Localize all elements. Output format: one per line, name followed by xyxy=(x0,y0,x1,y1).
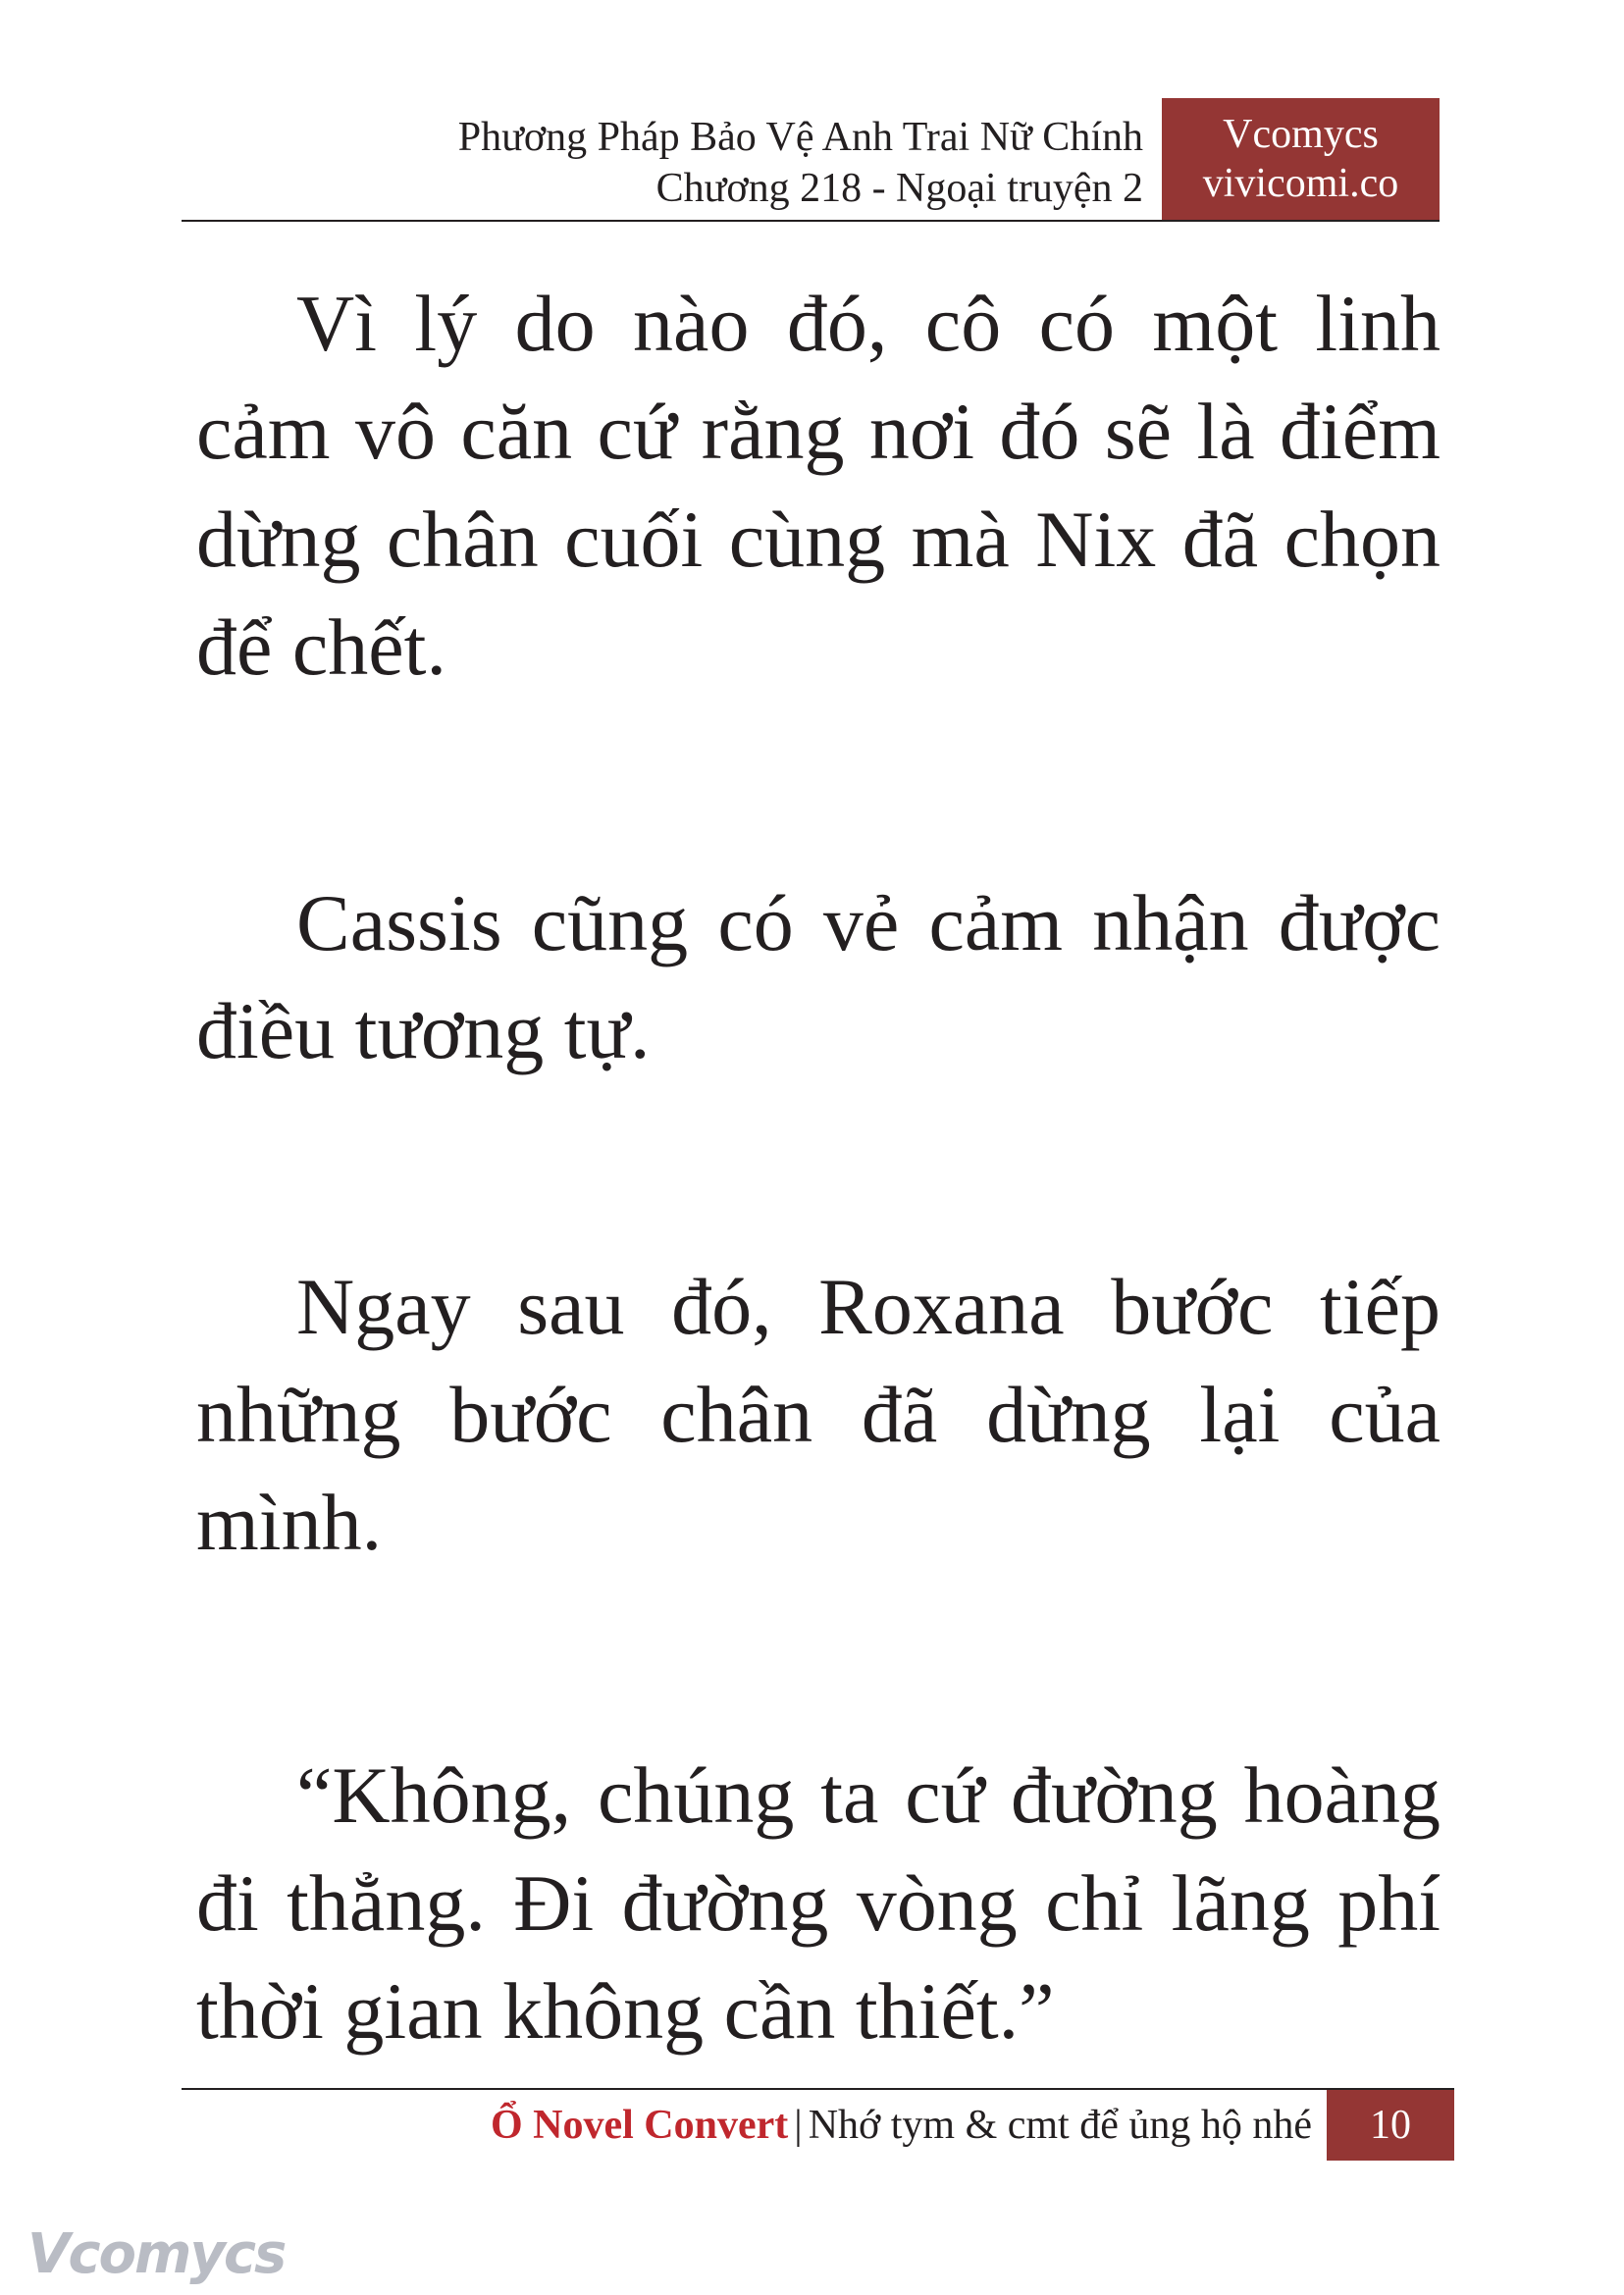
header-titles xyxy=(458,112,1143,214)
footer-text xyxy=(491,2100,1312,2151)
page-header xyxy=(182,98,1440,220)
vcomycs-logo-watermark: Vcomycs xyxy=(27,2222,286,2286)
badge-site-url: vivicomi.co xyxy=(1202,161,1399,206)
page-footer xyxy=(182,2090,1454,2161)
footer-brand: Ổ Novel Convert xyxy=(490,2103,789,2148)
footer-separator: | xyxy=(794,2103,803,2148)
badge-site-name: Vcomycs xyxy=(1223,112,1379,157)
paragraph: Ngay sau đó, Roxana bước tiếp những bước chân đã dừng lại của mình. xyxy=(196,1262,1441,1567)
footer-message: Nhớ tym & cmt để ủng hộ nhé xyxy=(808,2103,1312,2148)
chapter-title: Chương 218 - Ngoại truyện 2 xyxy=(655,166,1143,211)
header-divider xyxy=(182,220,1440,222)
source-badge xyxy=(1162,98,1440,220)
paragraph: Vì lý do nào đó, cô có một linh cảm vô căn cứ rằng nơi đó sẽ là điểm dừng chân cuối cùng mà Nix đã chọn để chết. xyxy=(196,279,1441,692)
paragraph: Cassis cũng có vẻ cảm nhận được điều tương tự. xyxy=(196,878,1441,1075)
paragraph: “Không, chúng ta cứ đường hoàng đi thẳng. Đi đường vòng chỉ lãng phí thời gian không cần thiết.” xyxy=(196,1750,1441,2056)
book-title: Phương Pháp Bảo Vệ Anh Trai Nữ Chính xyxy=(457,115,1143,160)
page-number: 10 xyxy=(1327,2090,1454,2161)
